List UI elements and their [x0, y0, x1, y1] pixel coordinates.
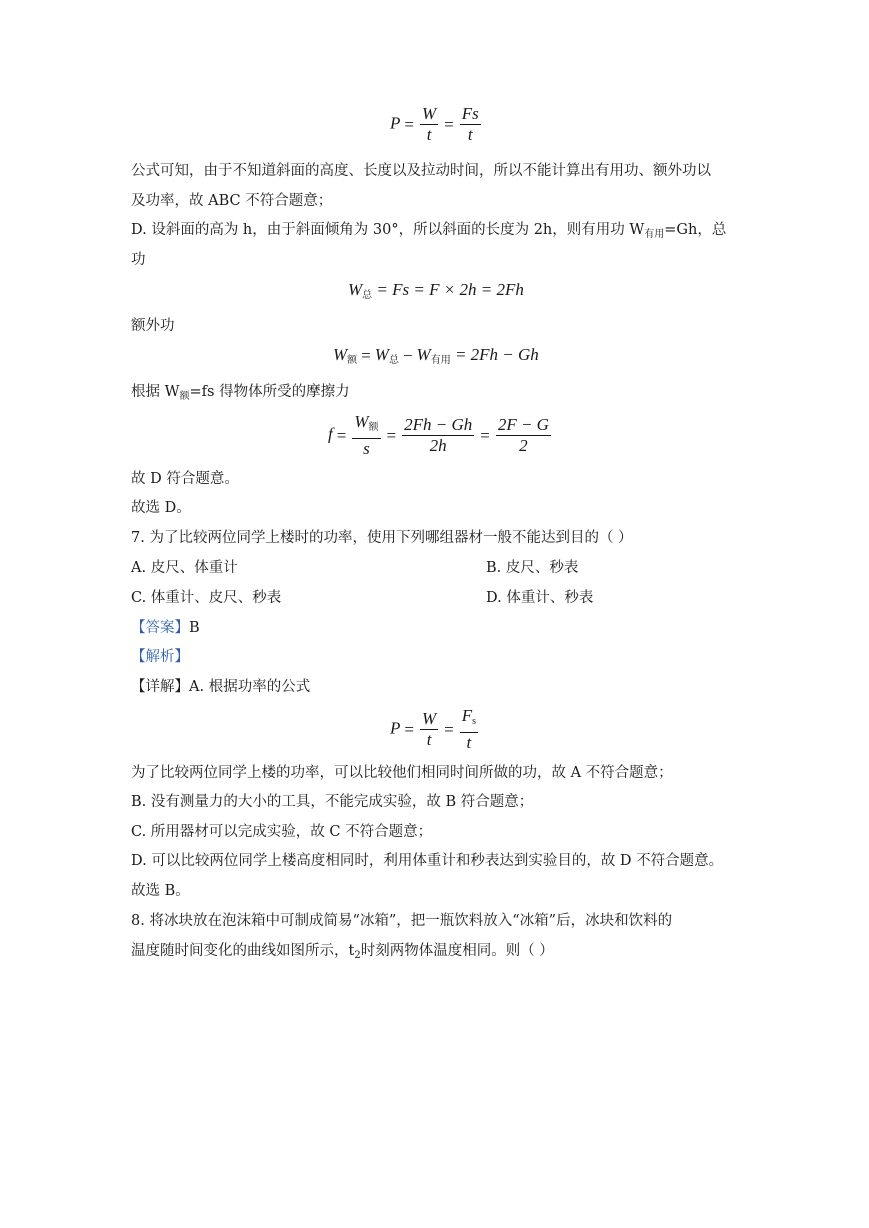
detail-line: 【详解】A. 根据功率的公式: [131, 679, 311, 695]
text-line: 为了比较两位同学上楼的功率，可以比较他们相同时间所做的功，故 A 不符合题意；: [131, 765, 673, 781]
fraction: [460, 706, 478, 753]
formula-expression: = Fs = F × 2h = 2Fh: [376, 280, 524, 299]
fraction: [420, 709, 438, 750]
formula-symbol: W: [354, 412, 369, 431]
text-line: C. 所用器材可以完成实验，故 C 不符合题意；: [131, 824, 433, 840]
text-line: 公式可知，由于不知道斜面的高度、长度以及拉动时间，所以不能计算出有用功、额外功以: [131, 163, 711, 179]
formula-symbol: f: [328, 424, 333, 444]
text-line: [131, 219, 726, 246]
subscript: 额: [347, 355, 358, 366]
fraction-denominator: t: [466, 733, 472, 752]
text-segment: 根据 W: [131, 384, 180, 400]
formula-symbol: W: [416, 345, 431, 364]
formula-symbol: W: [333, 345, 348, 364]
option-d: D. 体重计、秒表: [486, 590, 594, 606]
power-formula-2: P = $\frac{W}{t}$ = $\frac{F_s}{t}$: [390, 706, 477, 752]
option-b: B. 皮尺、秒表: [486, 560, 579, 576]
formula-symbol: W: [374, 345, 389, 364]
fraction-denominator: t: [426, 125, 432, 144]
text-line: 故选 B。: [131, 883, 190, 899]
formula-symbol: P: [390, 113, 401, 133]
fraction-numerator: Fs: [461, 104, 479, 123]
option-a: A. 皮尺、体重计: [131, 560, 238, 576]
option-c: C. 体重计、皮尺、秒表: [131, 590, 282, 606]
power-formula-1: P = $\frac{W}{t}$ = $\frac{Fs}{t}$: [390, 104, 479, 144]
fraction-numerator: 2Fh − Gh: [404, 415, 473, 434]
fraction-numerator: [460, 706, 478, 733]
formula-symbol: P: [390, 718, 401, 738]
total-work-formula: [348, 280, 524, 301]
text-segment: =fs 得物体所受的摩擦力: [189, 384, 350, 400]
text-line: 额外功: [131, 318, 175, 334]
fraction-denominator: t: [426, 730, 432, 749]
formula-expression: = 2Fh − Gh: [454, 345, 539, 364]
subscript: 总: [362, 290, 373, 301]
fraction: [460, 104, 481, 145]
text-segment: =Gh，总: [664, 222, 727, 238]
answer-line: [131, 617, 200, 639]
subscript: 总: [388, 355, 399, 366]
formula-symbol: W: [348, 280, 363, 299]
text-segment: D. 设斜面的高为 h，由于斜面倾角为 30°，所以斜面的长度为 2h，则有用功 W: [131, 222, 645, 238]
text-segment: 时刻两物体温度相同。则（ ）: [360, 943, 554, 959]
question-8: 8. 将冰块放在泡沫箱中可制成简易“冰箱”，把一瓶饮料放入“冰箱”后，冰块和饮料的: [131, 913, 673, 929]
text-segment: 温度随时间变化的曲线如图所示，t: [131, 943, 355, 959]
subscript: 2: [354, 950, 361, 961]
fraction: [402, 415, 474, 456]
fraction: [420, 104, 438, 145]
fraction-denominator: s: [363, 439, 370, 458]
subscript: 额: [179, 391, 190, 402]
analysis-label: 【解析】: [131, 649, 189, 665]
fraction-denominator: t: [467, 125, 473, 144]
friction-formula: f = $\frac{W_额}{s}$ = $\frac{2Fh - Gh}{2h}$ = $\frac{2F - G}{2}$: [328, 412, 549, 458]
fraction-numerator: W: [421, 104, 437, 123]
fraction-numerator: 2F − G: [497, 415, 549, 434]
subscript: s: [472, 716, 477, 727]
text-line: [131, 381, 350, 408]
extra-work-formula: $W_额 = W_总 - W_{有用} = 2Fh - Gh$: [333, 345, 539, 366]
fraction-denominator: 2: [519, 436, 528, 455]
text-line: 故 D 符合题意。: [131, 471, 239, 487]
text-line: B. 没有测量力的大小的工具，不能完成实验，故 B 符合题意；: [131, 794, 534, 810]
text-line: 及功率，故 ABC 不符合题意；: [131, 193, 333, 209]
fraction-denominator: 2h: [429, 436, 447, 455]
fraction-numerator: W: [421, 709, 437, 728]
answer-label: 【答案】: [131, 620, 189, 636]
fraction: [352, 412, 380, 459]
text-line: 功: [131, 252, 146, 268]
subscript: 额: [368, 422, 379, 433]
text-line: 故选 D。: [131, 500, 191, 516]
fraction-numerator: [352, 412, 380, 439]
text-line: D. 可以比较两位同学上楼高度相同时，利用体重计和秒表达到实验目的，故 D 不符合题意。: [131, 853, 724, 869]
formula-symbol: F: [461, 706, 473, 725]
subscript: 有用: [644, 229, 665, 240]
question-7: 7. 为了比较两位同学上楼时的功率，使用下列哪组器材一般不能达到目的（ ）: [131, 530, 633, 546]
subscript: 有用: [430, 355, 451, 366]
question-8-cont: [131, 940, 554, 967]
fraction: [496, 415, 551, 456]
answer-value: B: [189, 620, 200, 636]
